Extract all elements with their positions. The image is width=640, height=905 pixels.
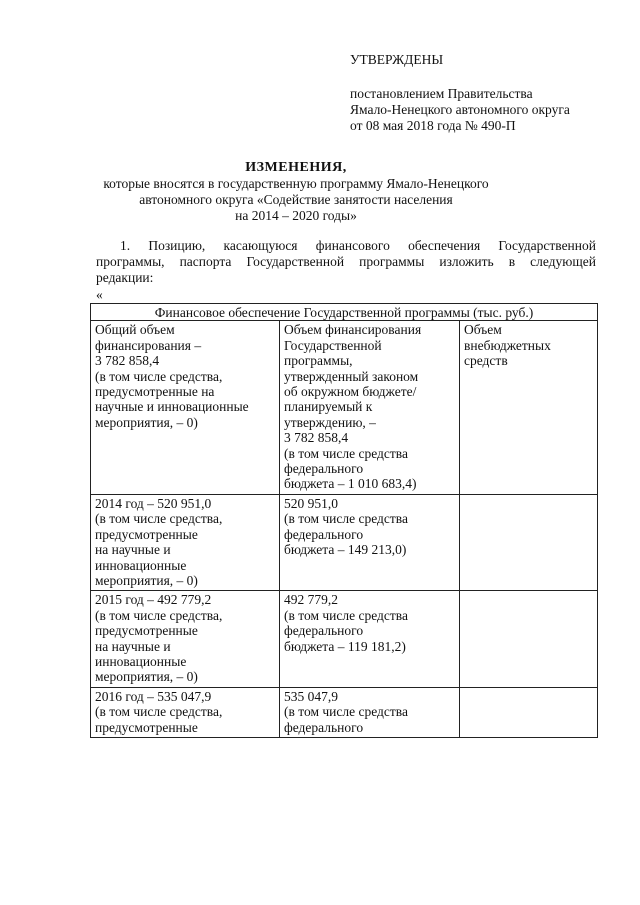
approval-title: УТВЕРЖДЕНЫ (350, 52, 444, 67)
table-row (91, 494, 598, 590)
table-cell-col-2 (280, 687, 460, 737)
cell-text-line: 520 951,0 (284, 495, 338, 511)
heading-line-3: на 2014 – 2020 годы» (235, 208, 357, 223)
cell-text-line: предусмотренные на (95, 384, 215, 400)
table-row (91, 321, 598, 494)
cell-text-line: на научные и (95, 638, 171, 654)
cell-text-line: 2014 год – 520 951,0 (95, 495, 212, 511)
cell-text-line: предусмотренные (95, 526, 198, 542)
cell-text-line: федерального (284, 526, 364, 542)
cell-text-line: утвержденный законом (284, 368, 419, 384)
paragraph-line-1: 1. Позицию, касающуюся финансового обеспечения Государственной (120, 238, 596, 253)
financing-table (90, 303, 598, 738)
table-cell-col-3 (460, 321, 598, 494)
table-cell-col-3 (460, 687, 598, 737)
cell-text-line: (в том числе средства (284, 607, 408, 623)
paragraph-line-2: программы, паспорта Государственной программы изложить в следующей (96, 254, 596, 269)
cell-text-line: инновационные (95, 557, 187, 573)
approval-line-1: постановлением Правительства (350, 86, 533, 101)
table-caption: Финансовое обеспечение Государственной программы (тыс. руб.) (91, 304, 598, 321)
table-cell-col-1 (91, 321, 280, 494)
cell-text-line: об окружном бюджете/ (284, 384, 417, 400)
cell-text-line: (в том числе средства, (95, 511, 223, 527)
cell-text-line: Государственной (284, 337, 382, 353)
heading-title: ИЗМЕНЕНИЯ, (245, 160, 347, 175)
table-cell-col-2 (280, 494, 460, 590)
cell-text-line: инновационные (95, 653, 187, 669)
cell-text-line: 3 782 858,4 (284, 430, 349, 446)
cell-text-line: (в том числе средства, (95, 704, 223, 720)
table-cell-col-1 (91, 494, 280, 590)
cell-text-line: бюджета – 1 010 683,4) (284, 476, 417, 492)
paragraph-1 (96, 238, 596, 286)
cell-text-line: 3 782 858,4 (95, 353, 160, 369)
cell-text-line: утверждению, – (284, 414, 376, 430)
cell-text-line: Объем (464, 322, 502, 338)
cell-text-line: средств (464, 353, 508, 369)
cell-text-line: (в том числе средства (284, 445, 408, 461)
table-caption-row (91, 304, 598, 321)
cell-text-line: научные и инновационные (95, 399, 249, 415)
cell-text-line: федерального (284, 461, 364, 477)
table-cell-col-3 (460, 591, 598, 687)
cell-text-line: планируемый к (284, 399, 373, 415)
cell-text-line: на научные и (95, 542, 171, 558)
cell-text-line: (в том числе средства, (95, 368, 223, 384)
cell-text-line: (в том числе средства (284, 704, 408, 720)
cell-text-line: (в том числе средства (284, 511, 408, 527)
cell-text-line: федерального (284, 623, 364, 639)
table-body (91, 321, 598, 738)
table-cell-col-2 (280, 591, 460, 687)
cell-text-line: бюджета – 119 181,2) (284, 638, 406, 654)
approval-line-2: Ямало-Ненецкого автономного округа (350, 102, 570, 117)
cell-text-line: программы, (284, 353, 353, 369)
table-row (91, 591, 598, 687)
cell-text-line: Объем финансирования (284, 322, 422, 338)
cell-text-line: Общий объем (95, 322, 175, 338)
cell-text-line: 2016 год – 535 047,9 (95, 688, 212, 704)
cell-text-line: предусмотренные (95, 719, 198, 735)
table-row (91, 687, 598, 737)
table-cell-col-2 (280, 321, 460, 494)
heading-line-2: автономного округа «Содействие занятости населения (139, 192, 453, 207)
approval-line-3: от 08 мая 2018 года № 490-П (350, 118, 516, 133)
cell-text-line: мероприятия, – 0) (95, 572, 198, 588)
heading-line-1: которые вносятся в государственную программу Ямало-Ненецкого (103, 176, 489, 191)
cell-text-line: 492 779,2 (284, 592, 338, 608)
cell-text-line: внебюджетных (464, 337, 551, 353)
table-cell-col-3 (460, 494, 598, 590)
opening-quote-mark: « (96, 287, 103, 302)
document-heading (96, 160, 496, 224)
cell-text-line: финансирования – (95, 337, 202, 353)
table-cell-col-1 (91, 687, 280, 737)
cell-text-line: (в том числе средства, (95, 607, 223, 623)
cell-text-line: мероприятия, – 0) (95, 669, 198, 685)
cell-text-line: предусмотренные (95, 623, 198, 639)
approval-block (350, 52, 610, 134)
cell-text-line: бюджета – 149 213,0) (284, 542, 407, 558)
cell-text-line: мероприятия, – 0) (95, 414, 198, 430)
cell-text-line: 535 047,9 (284, 688, 338, 704)
cell-text-line: федерального (284, 719, 364, 735)
table-cell-col-1 (91, 591, 280, 687)
cell-text-line: 2015 год – 492 779,2 (95, 592, 212, 608)
paragraph-line-3: редакции: (96, 270, 154, 285)
